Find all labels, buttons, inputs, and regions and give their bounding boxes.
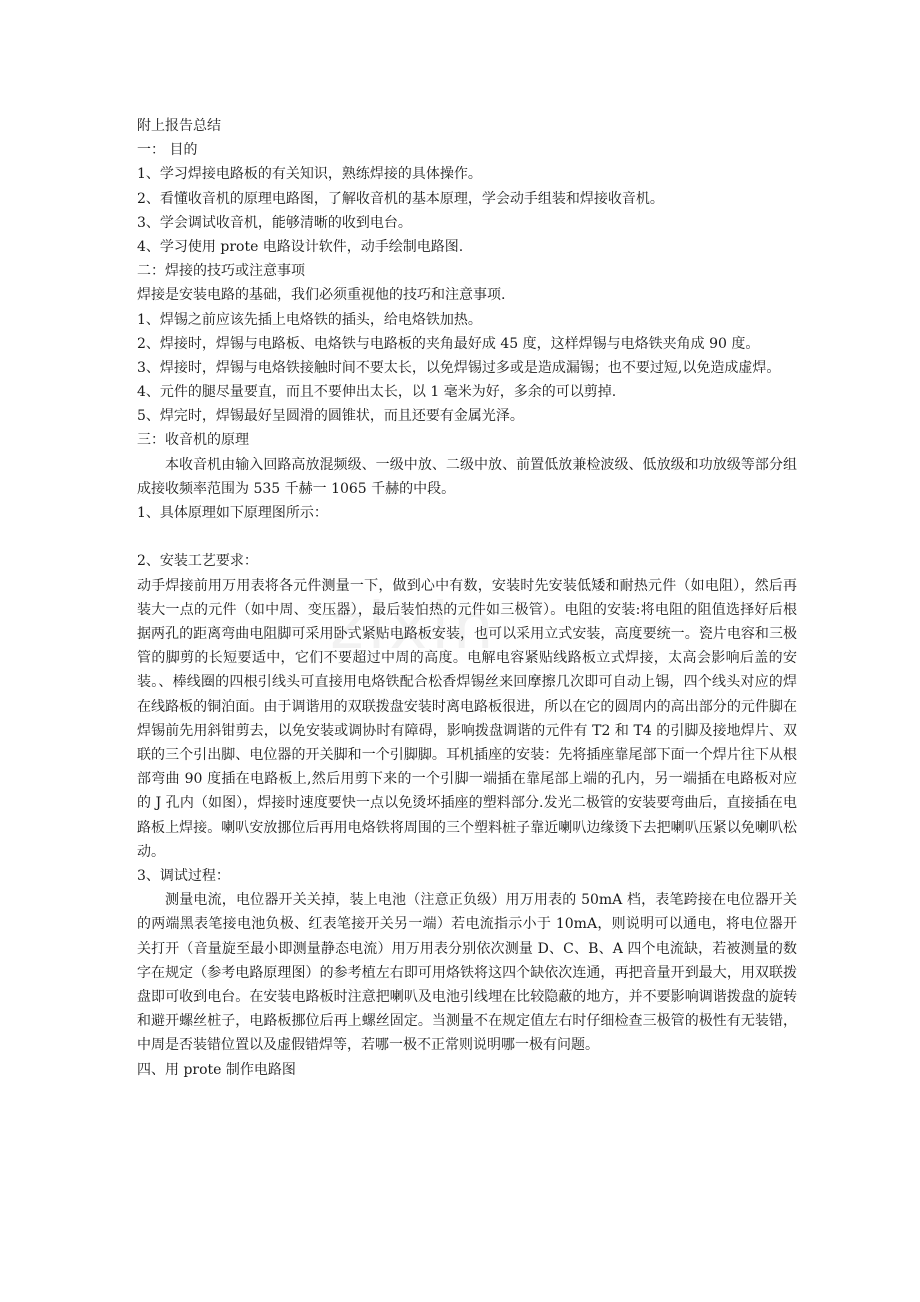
watermark-text: zixin [330,590,498,664]
blank-line [137,525,797,549]
debugging-heading: 3、调试过程： [137,868,230,885]
purpose-item-1: 1、学习焊接电路板的有关知识，熟练焊接的具体操作。 [137,166,482,183]
soldering-item-1: 1、焊锡之前应该先插上电烙铁的插头，给电烙铁加热。 [137,311,482,328]
radio-principle-item-1: 1、具体原理如下原理图所示： [137,505,328,522]
purpose-item-4: 4、学习使用 prote 电路设计软件，动手绘制电路图. [137,238,464,255]
section-heading-soldering: 二：焊接的技巧或注意事项 [137,263,305,280]
purpose-item-3: 3、学会调试收音机，能够清晰的收到电台。 [137,214,412,231]
soldering-intro: 焊接是安装电路的基础，我们必须重视他的技巧和注意事项. [137,287,506,304]
section-heading-radio-principle: 三：收音机的原理 [137,432,249,449]
purpose-item-2: 2、看懂收音机的原理电路图，了解收音机的基本原理，学会动手组装和焊接收音机。 [137,190,664,207]
soldering-item-4: 4、元件的腿尽量要直，而且不要伸出太长，以 1 毫米为好，多余的可以剪掉. [137,384,617,401]
assembly-requirements-heading: 2、安装工艺要求： [137,553,258,570]
radio-principle-intro: 本收音机由输入回路高放混频级、一级中放、二级中放、前置低放兼检波级、低放级和功放级等部分组成接收频率范围为 535 千赫一 1065 千赫的中段。 [137,456,797,497]
assembly-requirements-body: 动手焊接前用万用表将各元件测量一下，做到心中有数，安装时先安装低矮和耐热元件（如电阻），然后再装大一点的元件（如中周、变压器），最后装怕热的元件如三极管）。电阻的安装:将电阻的阻值选择好后根据两孔的距离弯曲电阻脚可采用卧式紧贴电路板安装，也可以采用立式安装，高度要统一。瓷片电容和三极管的脚剪的长短要适中，它们不要超过中周的高度。电解电容紧贴线路板立式焊接，太高会影响后盖的安装。、棒线圈的四根引线头可直接用电烙铁配合松香焊锡丝来回摩擦几次即可自动上锡，四个线头对应的焊在线路板的铜泊面。由于调谐用的双联拨盘安装时离电路板很进，所以在它的圆周内的高出部分的元件脚在焊锡前先用斜钳剪去，以免安装或调协时有障碍，影响拨盘调谐的元件有 T2 和 T4 的引脚及接地焊片、双联的三个引出脚、电位器的开关脚和一个引脚脚。耳机插座的安装：先将插座靠尾部下面一个焊片往下从根部弯曲 90 度插在电路板上,然后用剪下来的一个引脚一端插在靠尾部上端的孔内，另一端插在电路板对应的 J 孔内（如图），焊接时速度要快一点以免烫坏插座的塑料部分.发光二极管的安装要弯曲后，直接插在电路板上焊接。喇叭安放挪位后再用电烙铁将周围的三个塑料桩子靠近喇叭边缘烫下去把喇叭压紧以免喇叭松动。 [137,577,797,860]
soldering-item-5: 5、焊完时，焊锡最好呈圆滑的圆锥状，而且还要有金属光泽。 [137,408,524,425]
soldering-item-2: 2、焊接时，焊锡与电路板、电烙铁与电路板的夹角最好成 45 度，这样焊锡与电烙铁夹角成 90 度。 [137,335,760,352]
section-heading-prote: 四、用 prote 制作电路图 [137,1061,296,1078]
debugging-body: 测量电流，电位器开关关掉，装上电池（注意正负级）用万用表的 50mA 档，表笔跨接在电位器开关的两端黑表笔接电池负极、红表笔接开关另一端）若电流指示小于 10mA，则说明可以通电，将电位器开关打开（音量旋至最小即测量静态电流）用万用表分别依次测量 D、C、B、A 四个电流缺，若被测量的数字在规定（参考电路原理图）的参考植左右即可用烙铁将这四个缺依次连通，再把音量开到最大，用双联拨盘即可收到电台。在安装电路板时注意把喇叭及电池引线埋在比较隐蔽的地方，并不要影响调谐拨盘的旋转和避开螺丝桩子，电路板挪位后再上螺丝固定。当测量不在规定值左右时仔细检查三极管的极性有无装错，中周是否装错位置以及虚假错焊等，若哪一极不正常则说明哪一极有问题。 [137,892,797,1054]
document-body [137,114,797,1082]
document-title: 附上报告总结 [137,118,221,134]
section-heading-purpose: 一： 目的 [137,142,198,159]
soldering-item-3: 3、焊接时，焊锡与电烙铁接触时间不要太长，以免焊锡过多或是造成漏锡；也不要过短,以免造成虚焊。 [137,359,781,376]
